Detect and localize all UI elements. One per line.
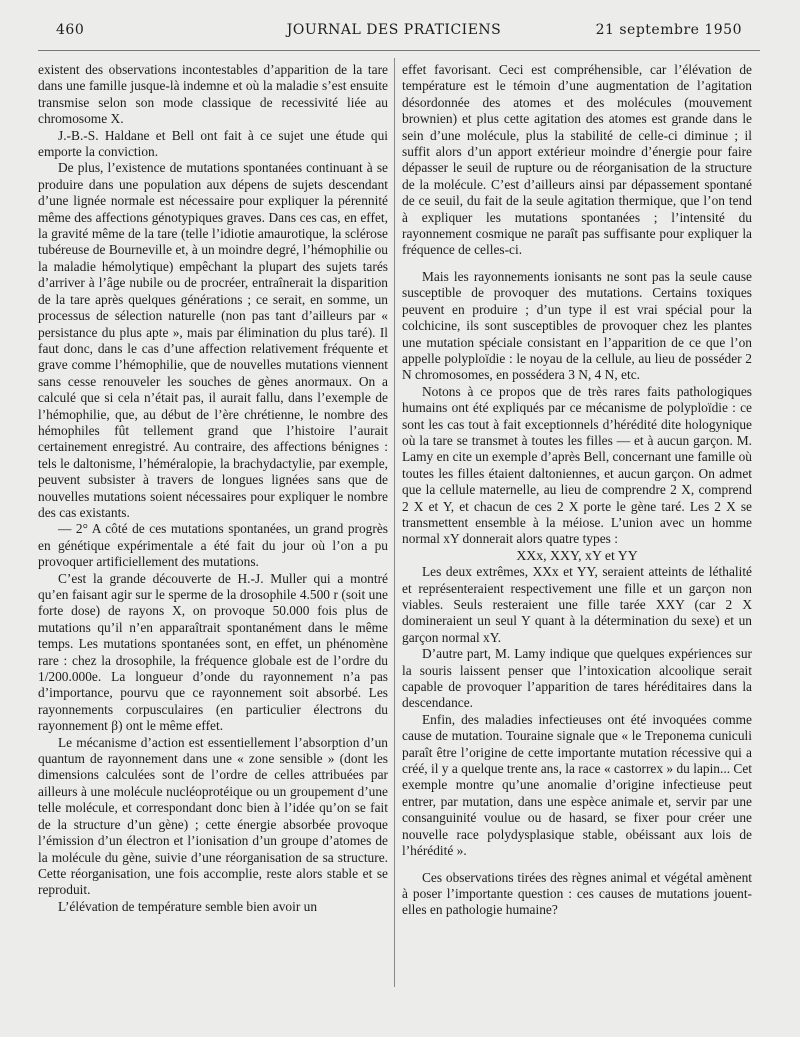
paragraph: Enfin, des maladies infectieuses ont été invoquées comme cause de mutation. Touraine signale que « le Treponema cuniculi paraît être l’origine de cette importante mutation récessive qui a créé, il y a quelque trente ans, la race « castorrex » du lapin... Cet exemple montre qu’une anomalie d’origine infectieuse peut entrer, par mutation, dans une espèce animale et, servir par une consanguinité voulue ou de hasard, se fixer pour créer une nouvelle race polydysplasique stable, obéissant aux lois de l’hérédité ». — [402, 711, 752, 859]
column-divider — [394, 58, 395, 987]
paragraph: — 2° A côté de ces mutations spontanées, un grand progrès en génétique expérimentale a été fait du jour où l’on a pu provoquer artificiellement des mutations. — [38, 521, 388, 570]
genotype-formula: XXx, XXY, xY et YY — [516, 547, 638, 563]
paragraph: effet favorisant. Ceci est compréhensible, car l’élévation de température est le témoin d’une augmentation de l’agitation désordonnée des atomes et des molécules (mouvement brownien) et plus cette agitation des atomes est grande dans le sein d’une molécule, plus la stabilité de celle-ci diminue ; il suffit alors d’un apport extérieur moindre d’énergie pour faire dépasser le seuil de rupture ou de réorganisation de la structure de la molécule. C’est d’ailleurs ainsi par dépassement spontané de ce seuil, du fait de la seule agitation thermique, que l’on tend à expliquer les mutations spontanées ; l’intensité du rayonnement cosmique ne paraît pas suffisante pour expliquer la fréquence de celles-ci. — [402, 62, 752, 258]
journal-title: JOURNAL DES PRATICIENS — [286, 22, 502, 38]
paragraph: Notons à ce propos que de très rares faits pathologiques humains ont été expliqués par ce mécanisme de polyploïdie : ce sont les cas tout à fait exceptionnels d’hérédité dite hologynique où la tare se transmet à toutes les filles — et à aucun garçon. M. Lamy en cite un exemple d’après Bell, concernant une famille où toutes les filles étaient daltoniennes, et aucun garçon. On admet que la cellule maternelle, au lieu de comprendre 2 X, comprend 2 X et Y, et chacun de ces 2 X porte le gène taré. Les 2 X se transmettent ensemble à la méiose. L’union avec un homme normal xY donnerait alors quatre types : — [402, 383, 752, 547]
paragraph: Mais les rayonnements ionisants ne sont pas la seule cause susceptible de provoquer des mutations. Certains toxiques peuvent en produire ; d’un type il est vrai spécial pour la colchicine, ils sont susceptibles de provoquer chez les plantes une mutation spéciale consistant en l’apparition de ce que l’on appelle polyploïdie : le noyau de la cellule, au lieu de posséder 2 N chromosomes, en possédera 3 N, 4 N, etc. — [402, 268, 752, 383]
paragraph: Le mécanisme d’action est essentiellement l’absorption d’un quantum de rayonnement dans une « zone sensible » (dont les dimensions calculées sont de l’ordre de celles attribuées par ailleurs à une molécule nucléoprotéique ou un groupement d’une telle molécule, et correspondant donc bien à l’idée qu’on se fait de la structure d’un gène) ; cette énergie absorbée provoque l’émission d’un électron et l’ionisation d’un groupe d’atomes de la molécule du gène, suivie d’une réorganisation de sa structure. Cette réorganisation, une fois accomplie, reste alors stable et se reproduit. — [38, 734, 388, 898]
issue-date: 21 septembre 1950 — [595, 22, 742, 38]
paragraph: L’élévation de température semble bien avoir un — [58, 898, 318, 914]
page-header — [46, 22, 742, 44]
paragraph: Ces observations tirées des règnes animal et végétal amènent à poser l’importante question : ces causes de mutations jouent-elles en pathologie humaine? — [402, 869, 752, 918]
paragraph: Les deux extrêmes, XXx et YY, seraient atteints de léthalité et représenteraient respectivement une fille et un garçon non viables. Seuls resteraient une fille tarée XXY (car 2 X domineraient un seul Y quant à la détermination du sexe) et un garçon normal xY. — [402, 564, 752, 645]
paragraph: De plus, l’existence de mutations spontanées continuant à se produire dans une population aux dépens de sujets descendant d’une lignée normale est nécessaire pour expliquer la pérennité même des affections génotypiques graves. Dans ces cas, en effet, la gravité même de la tare (telle l’idiotie amaurotique, la sclérose tubéreuse de Bourneville et, à un moindre degré, l’hémophilie ou la maladie hémolytique) empêchant la plupart des sujets tarés d’arriver à l’âge nubile ou de procréer, entraînerait la disparition de la tare après quelques générations ; ce serait, en somme, un processus de sélection naturelle (non pas tant d’ailleurs par « persistance du plus apte », mais par élimination du plus taré). Il faut donc, dans le cas d’une affection relativement fréquente et grave comme l’hémophilie, que de nouvelles mutations viennent sans cesse renouveler les souches de gènes anormaux. On a calculé que si cela n’était pas, il aurait fallu, dans l’exemple de l’hémophilie, que, au début de l’ère chrétienne, le nombre des hémophiles fût tellement grand que l’histoire l’aurait certainement enregistré. Au contraire, des affections bénignes : tels le daltonisme, l’héméralopie, la brachydactylie, par exemple, peuvent subsister à travers de longues lignées sans que de nouvelles mutations soient nécessaires pour expliquer le nombre des cas existants. — [38, 160, 388, 520]
header-rule — [38, 50, 760, 51]
right-column — [402, 62, 752, 919]
left-column — [38, 62, 388, 915]
paragraph: D’autre part, M. Lamy indique que quelques expériences sur la souris laissent penser que l’intoxication alcoolique serait capable de provoquer l’apparition de tares héréditaires dans la descendance. — [402, 646, 752, 711]
paragraph: existent des observations incontestables d’apparition de la tare dans une famille jusque-là indemne et où la maladie s’est ensuite transmise selon son mode classique de recessivité liée au chromosome X. — [38, 62, 388, 127]
paragraph: J.-B.-S. Haldane et Bell ont fait à ce sujet une étude qui emporte la conviction. — [38, 127, 388, 160]
paragraph: C’est la grande découverte de H.-J. Muller qui a montré qu’en faisant agir sur le sperme de la drosophile 4.500 r (soit une forte dose) de rayons X, on provoque 50.000 fois plus de mutations qu’il n’en apparaîtrait spontanément dans le même temps. Les mutations spontanées sont, en effet, un phénomène rare : chez la drosophile, la fréquence globale est de l’ordre du 1/200.000e. La longueur d’onde du rayonnement n’a pas d’importance, pourvu que ce rayonnement soit absorbé. Les rayonnements corpusculaires (en particulier électrons du rayonnement β) ont le même effet. — [38, 570, 388, 734]
page-number: 460 — [56, 22, 85, 38]
